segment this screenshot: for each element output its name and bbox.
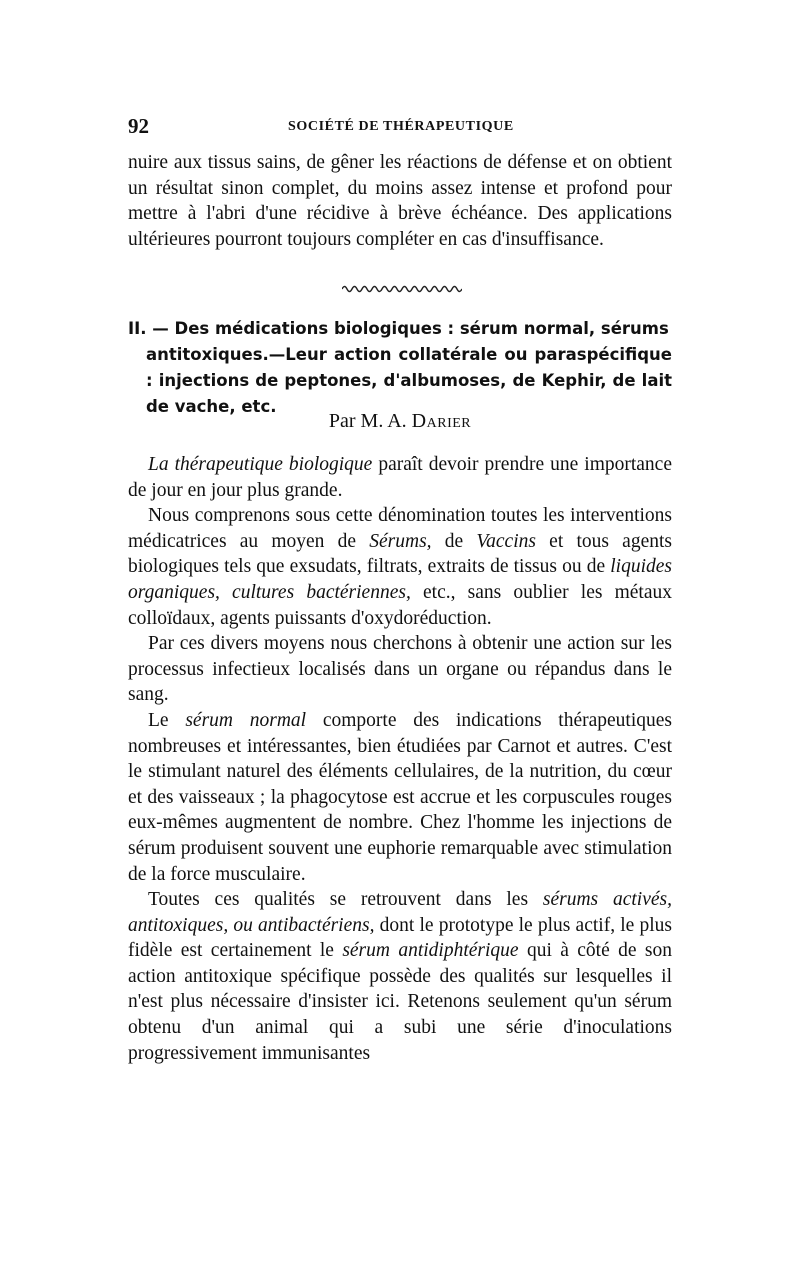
- paragraph-4: [128, 708, 672, 887]
- text-run: Nous comprenons sous cette dénomination toutes les interventions médicatrices au moyen de: [128, 505, 672, 552]
- section-heading-continuation: antitoxiques.—Leur action collatérale ou paraspécifique : injections de peptones, d'albumoses, de Kephir, de lait de vache, etc.: [146, 345, 672, 416]
- paragraph-5: [128, 887, 672, 1066]
- section-heading-line1: II. — Des médications biologiques : sérum normal, sérums: [128, 319, 669, 338]
- emphasis: Vaccins: [476, 530, 536, 552]
- emphasis: Sérums,: [369, 530, 432, 552]
- text-run: paraît devoir prendre une importance de jour en jour plus grande.: [128, 454, 672, 501]
- emphasis: sérum normal: [185, 709, 307, 731]
- paragraph-1: [128, 452, 672, 503]
- emphasis: sérum antidiphtérique: [342, 940, 519, 962]
- intro-text: nuire aux tissus sains, de gêner les réactions de défense et on obtient un résultat sinon complet, du moins assez intense et profond pour mettre à l'abri d'une récidive à brève échéance. Des applications ultérieures pourront toujours compléter en cas d'insuffisance.: [128, 152, 672, 250]
- emphasis: liquides organiques, cultures bactériennes,: [128, 556, 672, 603]
- paragraph-2: [128, 503, 672, 631]
- page-number: 92: [128, 114, 149, 138]
- text-run: Toutes ces qualités se retrouvent dans les: [148, 889, 543, 911]
- byline-author: Darier: [411, 410, 472, 432]
- emphasis: sérums activés, antitoxiques, ou antibactériens,: [128, 889, 672, 936]
- text-run: de: [431, 530, 477, 552]
- text-run: Le: [148, 709, 186, 731]
- text-run: comporte des indications thérapeutiques nombreuses et intéressantes, bien étudiées par Carnot et autres. C'est le stimulant naturel des éléments cellulaires, de la nutrition, du cœur et des vaisseaux ; la phagocytose est accrue et les corpuscules rouges eux-mêmes augmentent de nombre. Chez l'homme les injections de sérum produisent souvent une euphorie remarquable avec stimulation de la force musculaire.: [128, 709, 672, 885]
- running-title: SOCIÉTÉ DE THÉRAPEUTIQUE: [288, 119, 514, 134]
- text-run: et tous agents biologiques tels que exsudats, filtrats, extraits de tissus ou de: [128, 530, 672, 578]
- text-run: qui à côté de son action antitoxique spécifique possède des qualités sur lesquelles il n'est plus nécessaire d'insister ici. Retenons seulement qu'un sérum obtenu d'un animal qui a subi une série d'inoculations progressivement immunisantes: [128, 940, 672, 1064]
- byline-prefix: Par M. A.: [328, 410, 407, 432]
- text-run: dont le prototype le plus actif, le plus fidèle est certainement le: [128, 914, 672, 962]
- body-text: [128, 452, 672, 1066]
- author-byline: [0, 408, 800, 434]
- paragraph-3: Par ces divers moyens nous cherchons à obtenir une action sur les processus infectieux localisés dans un organe ou répandus dans le sang.: [128, 633, 672, 706]
- text-run: etc., sans oublier les métaux colloïdaux, agents puissants d'oxydoréduction.: [128, 581, 672, 629]
- wavy-divider-ornament: [342, 283, 462, 295]
- intro-paragraph: [128, 150, 672, 252]
- section-heading: [128, 316, 672, 420]
- emphasis: La thérapeutique biologique: [148, 454, 373, 475]
